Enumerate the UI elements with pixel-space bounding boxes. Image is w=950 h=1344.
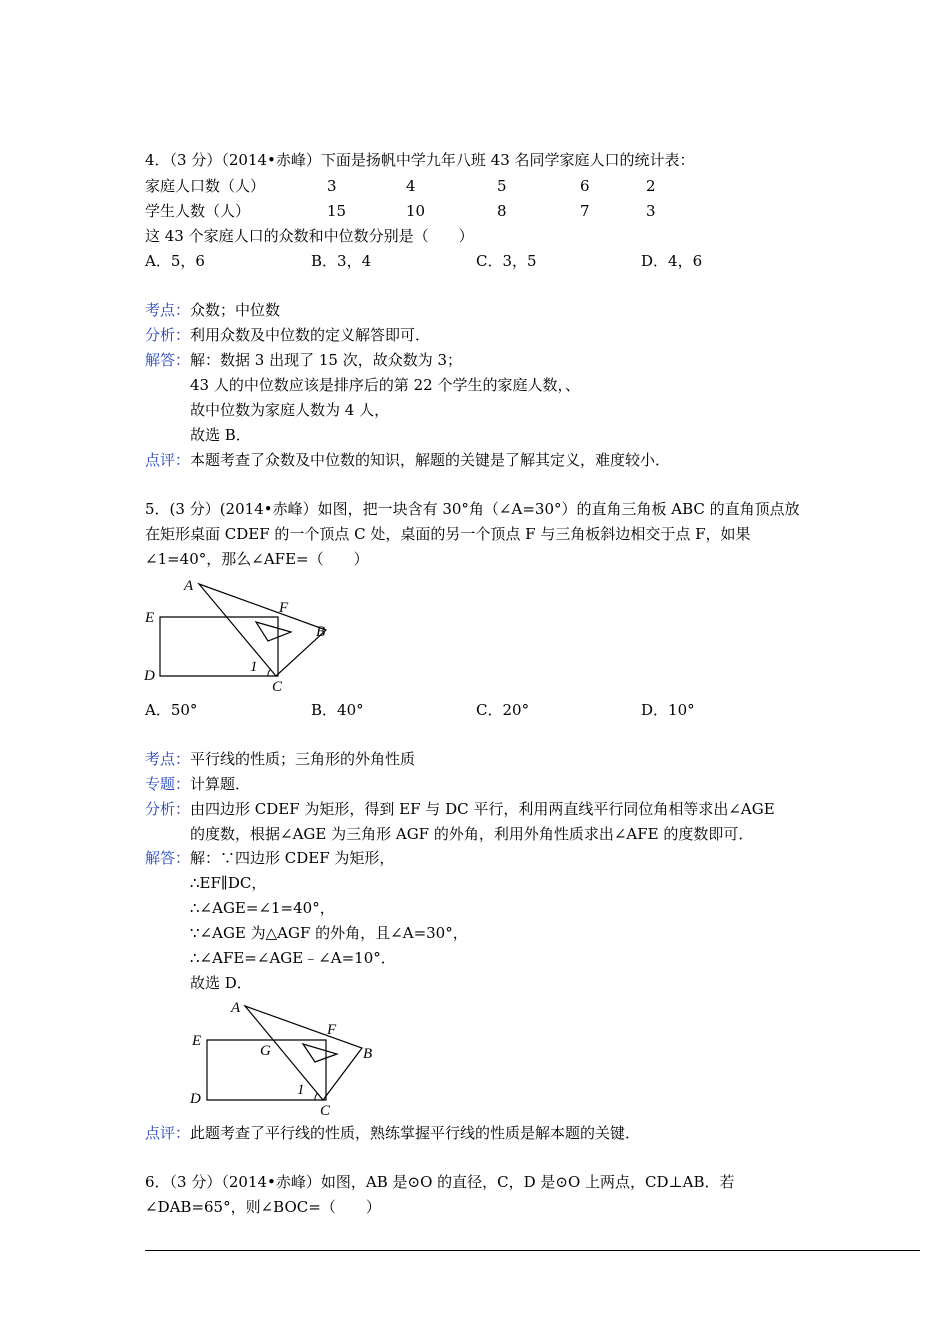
label-b: B	[363, 1046, 373, 1062]
jieda-line: ∵∠AGE 为△AGF 的外角，且∠A=30°，	[190, 924, 468, 942]
q4-table-cell: 8	[497, 202, 507, 220]
q4-jieda	[145, 350, 462, 370]
jieda-tag: 解答：	[145, 849, 191, 867]
q4-table-row1-label: 家庭人口数（人）	[145, 177, 266, 195]
q4-table-row2-label: 学生人数（人）	[145, 202, 251, 220]
dianping-text: 本题考查了众数及中位数的知识，解题的关键是了解其定义，难度较小．	[190, 451, 671, 469]
angle-1-arc	[268, 669, 271, 676]
fenxi-tag: 分析：	[145, 326, 191, 344]
kaodian-text: 众数；中位数	[190, 301, 281, 319]
q5-fenxi	[145, 799, 775, 819]
label-c: C	[272, 679, 283, 695]
label-c: C	[320, 1103, 331, 1119]
label-a: A	[231, 1000, 241, 1016]
q5-zhuanti	[145, 774, 250, 794]
q4-table-cell: 2	[646, 177, 656, 195]
q5-stem-line: 5．(3 分）(2014•赤峰）如图，把一块含有 30°角（∠A=30°）的直角三角板 ABC 的直角顶点放	[145, 500, 800, 518]
zhuanti-tag: 专题：	[145, 775, 191, 793]
dianping-tag: 点评：	[145, 451, 191, 469]
q5-option-a: A．50°	[145, 701, 198, 719]
q4-table-cell: 15	[327, 202, 347, 220]
q5-stem-line: ∠1=40°，那么∠AFE=（ ）	[145, 550, 369, 568]
q5-dianping	[145, 1123, 640, 1143]
triangle-abc	[199, 584, 326, 676]
label-f: F	[279, 600, 289, 616]
label-f: F	[327, 1022, 337, 1038]
q5-figure-2	[186, 996, 386, 1120]
q4-stem: 4．（3 分）（2014•赤峰）下面是扬帆中学九年八班 43 名同学家庭人口的统计表：	[145, 151, 695, 169]
label-b: B	[316, 624, 326, 640]
q4-option-d: D．4，6	[641, 252, 703, 270]
jieda-line: 43 人的中位数应该是排序后的第 22 个学生的家庭人数，、	[190, 376, 580, 394]
jieda-line: ∴∠AFE=∠AGE﹣∠A=10°．	[190, 949, 396, 967]
zhuanti-text: 计算题．	[190, 775, 251, 793]
label-1: 1	[250, 659, 258, 675]
q5-stem-line: 在矩形桌面 CDEF 的一个顶点 C 处，桌面的另一个顶点 F 与三角板斜边相交于点 F，如果	[145, 525, 751, 543]
q6-stem-line: 6．（3 分）（2014•赤峰）如图，AB 是⊙O 的直径，C，D 是⊙O 上两点，CD⊥AB．若	[145, 1173, 735, 1191]
kaodian-tag: 考点：	[145, 750, 191, 768]
label-d: D	[144, 668, 155, 684]
jieda-line: ∴∠AGE=∠1=40°，	[190, 899, 335, 917]
fenxi-line: 由四边形 CDEF 为矩形，得到 EF 与 DC 平行，利用两直线平行同位角相等求出∠AGE	[190, 800, 775, 818]
jieda-line: 解：数据 3 出现了 15 次，故众数为 3；	[190, 351, 463, 369]
label-d: D	[190, 1091, 201, 1107]
kaodian-tag: 考点：	[145, 301, 191, 319]
jieda-line: 解：∵四边形 CDEF 为矩形，	[190, 849, 395, 867]
q4-table-cell: 5	[497, 177, 507, 195]
page-footer-rule	[145, 1250, 920, 1251]
fenxi-tag: 分析：	[145, 800, 191, 818]
set-square-inner	[303, 1044, 337, 1062]
q4-question: 这 43 个家庭人口的众数和中位数分别是（ ）	[145, 227, 474, 245]
label-1: 1	[297, 1082, 305, 1098]
dianping-text: 此题考查了平行线的性质，熟练掌握平行线的性质是解本题的关键．	[190, 1124, 641, 1142]
set-square-inner	[256, 622, 291, 641]
q4-option-b: B．3，4	[311, 252, 372, 270]
label-a: A	[184, 578, 194, 594]
q5-figure-1	[140, 572, 340, 696]
fenxi-line: 的度数，根据∠AGE 为三角形 AGF 的外角，利用外角性质求出∠AFE 的度数即可．	[190, 825, 754, 843]
jieda-line: ∴EF∥DC，	[190, 874, 267, 892]
jieda-line: 故中位数为家庭人数为 4 人，	[190, 401, 390, 419]
q5-option-b: B．40°	[311, 701, 364, 719]
q4-table-cell: 6	[580, 177, 590, 195]
q4-table-cell: 10	[406, 202, 426, 220]
q4-option-a: A．5，6	[145, 252, 205, 270]
q4-option-c: C．3，5	[476, 252, 537, 270]
label-g: G	[260, 1043, 271, 1059]
q5-option-d: D．10°	[641, 701, 695, 719]
angle-1-arc	[315, 1093, 318, 1100]
q4-fenxi	[145, 325, 430, 345]
q4-dianping	[145, 450, 670, 470]
q4-table-cell: 3	[646, 202, 656, 220]
q4-table-cell: 4	[406, 177, 416, 195]
rectangle-cdef	[160, 617, 278, 676]
kaodian-text: 平行线的性质；三角形的外角性质	[190, 750, 416, 768]
jieda-line: 故选 D．	[190, 974, 252, 992]
label-e: E	[192, 1033, 202, 1049]
q4-table-cell: 7	[580, 202, 590, 220]
jieda-tag: 解答：	[145, 351, 191, 369]
jieda-line: 故选 B．	[190, 426, 251, 444]
q5-kaodian	[145, 749, 415, 769]
label-e: E	[145, 610, 155, 626]
dianping-tag: 点评：	[145, 1124, 191, 1142]
q4-kaodian	[145, 300, 280, 320]
q4-table-cell: 3	[327, 177, 337, 195]
fenxi-text: 利用众数及中位数的定义解答即可．	[190, 326, 431, 344]
q6-stem-line: ∠DAB=65°，则∠BOC=（ ）	[145, 1198, 381, 1216]
q5-jieda	[145, 848, 394, 868]
q5-option-c: C．20°	[476, 701, 530, 719]
